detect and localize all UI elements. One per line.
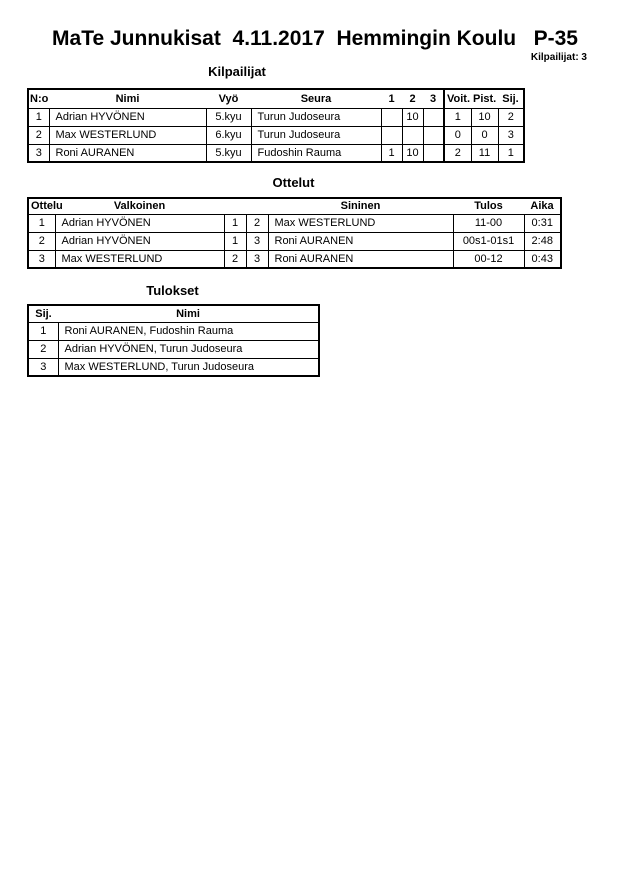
table-cell: 0:43 (524, 250, 561, 268)
table-cell: 3 (498, 126, 524, 144)
header-row (28, 198, 561, 214)
table-cell: Turun Judoseura (251, 108, 381, 126)
table-row (28, 340, 319, 358)
table-cell: 2 (224, 250, 246, 268)
col-header-sij: Sij. (28, 305, 58, 322)
table-row (28, 126, 524, 144)
table-cell: 1 (498, 144, 524, 162)
header-row (28, 305, 319, 322)
table-cell (381, 126, 402, 144)
table-cell: Adrian HYVÖNEN (55, 214, 224, 232)
table-cell: 3 (28, 250, 55, 268)
table-cell: 1 (224, 232, 246, 250)
col-header-aika: Aika (524, 198, 561, 214)
ottelut-table (27, 197, 562, 269)
document-title: MaTe Junnukisat 4.11.2017 Hemmingin Koulu P-35 (52, 27, 578, 50)
col-header-pist: Pist. (471, 89, 498, 108)
table-row (28, 250, 561, 268)
col-header-match1: 1 (381, 89, 402, 108)
table-cell: 5.kyu (206, 108, 251, 126)
table-cell: 10 (402, 108, 423, 126)
kilpailijat-section-title: Kilpailijat (208, 64, 266, 79)
col-header-no: N:o (28, 89, 49, 108)
table-cell (423, 108, 444, 126)
table-cell: 2 (444, 144, 471, 162)
col-header-nimi: Nimi (58, 305, 319, 322)
table-cell: Max WESTERLUND (268, 214, 453, 232)
table-cell (402, 126, 423, 144)
table-cell: Max WESTERLUND, Turun Judoseura (58, 358, 319, 376)
table-cell: 10 (471, 108, 498, 126)
table-cell: Max WESTERLUND (49, 126, 206, 144)
col-header-ottelu: Ottelu (28, 198, 55, 214)
table-cell: Turun Judoseura (251, 126, 381, 144)
table-cell: 1 (224, 214, 246, 232)
table-cell: 1 (28, 108, 49, 126)
tulokset-section-title: Tulokset (146, 283, 199, 298)
table-cell: Roni AURANEN (268, 232, 453, 250)
header-row (28, 89, 524, 108)
table-row (28, 232, 561, 250)
table-cell: 2 (28, 340, 58, 358)
col-header-vyo: Vyö (206, 89, 251, 108)
table-cell: Roni AURANEN, Fudoshin Rauma (58, 322, 319, 340)
col-header-white-number (224, 198, 246, 214)
table-cell: 0 (471, 126, 498, 144)
col-header-valkoinen: Valkoinen (55, 198, 224, 214)
table-cell: Roni AURANEN (268, 250, 453, 268)
col-header-nimi: Nimi (49, 89, 206, 108)
table-cell: Adrian HYVÖNEN (55, 232, 224, 250)
table-cell: Adrian HYVÖNEN, Turun Judoseura (58, 340, 319, 358)
col-header-blue-number (246, 198, 268, 214)
table-cell: Roni AURANEN (49, 144, 206, 162)
ottelut-section-title: Ottelut (272, 175, 315, 190)
table-cell (423, 126, 444, 144)
col-header-voit: Voit. (444, 89, 471, 108)
table-cell: 00s1-01s1 (453, 232, 524, 250)
table-cell: 1 (28, 322, 58, 340)
table-row (28, 358, 319, 376)
col-header-match2: 2 (402, 89, 423, 108)
table-cell: 0:31 (524, 214, 561, 232)
table-cell: 2 (246, 214, 268, 232)
tulokset-table (27, 304, 320, 377)
table-cell: Adrian HYVÖNEN (49, 108, 206, 126)
table-cell: 00-12 (453, 250, 524, 268)
table-row (28, 322, 319, 340)
table-cell: Max WESTERLUND (55, 250, 224, 268)
table-cell: 5.kyu (206, 144, 251, 162)
table-cell: 0 (444, 126, 471, 144)
table-cell: 3 (246, 250, 268, 268)
table-row (28, 144, 524, 162)
table-cell: 1 (381, 144, 402, 162)
table-cell: 3 (28, 358, 58, 376)
table-row (28, 214, 561, 232)
table-cell: 6.kyu (206, 126, 251, 144)
table-row (28, 108, 524, 126)
table-cell: 3 (246, 232, 268, 250)
col-header-sininen: Sininen (268, 198, 453, 214)
table-cell: 2 (498, 108, 524, 126)
col-header-tulos: Tulos (453, 198, 524, 214)
table-cell: 2 (28, 126, 49, 144)
table-cell: 3 (28, 144, 49, 162)
table-cell: 2:48 (524, 232, 561, 250)
kilpailijat-table (27, 88, 525, 163)
table-cell (423, 144, 444, 162)
table-cell: 1 (28, 214, 55, 232)
table-cell: Fudoshin Rauma (251, 144, 381, 162)
participants-count: Kilpailijat: 3 (530, 52, 587, 63)
table-cell (381, 108, 402, 126)
table-cell: 11-00 (453, 214, 524, 232)
col-header-sij: Sij. (498, 89, 524, 108)
table-cell: 10 (402, 144, 423, 162)
table-cell: 2 (28, 232, 55, 250)
col-header-match3: 3 (423, 89, 444, 108)
col-header-seura: Seura (251, 89, 381, 108)
table-cell: 1 (444, 108, 471, 126)
table-cell: 11 (471, 144, 498, 162)
